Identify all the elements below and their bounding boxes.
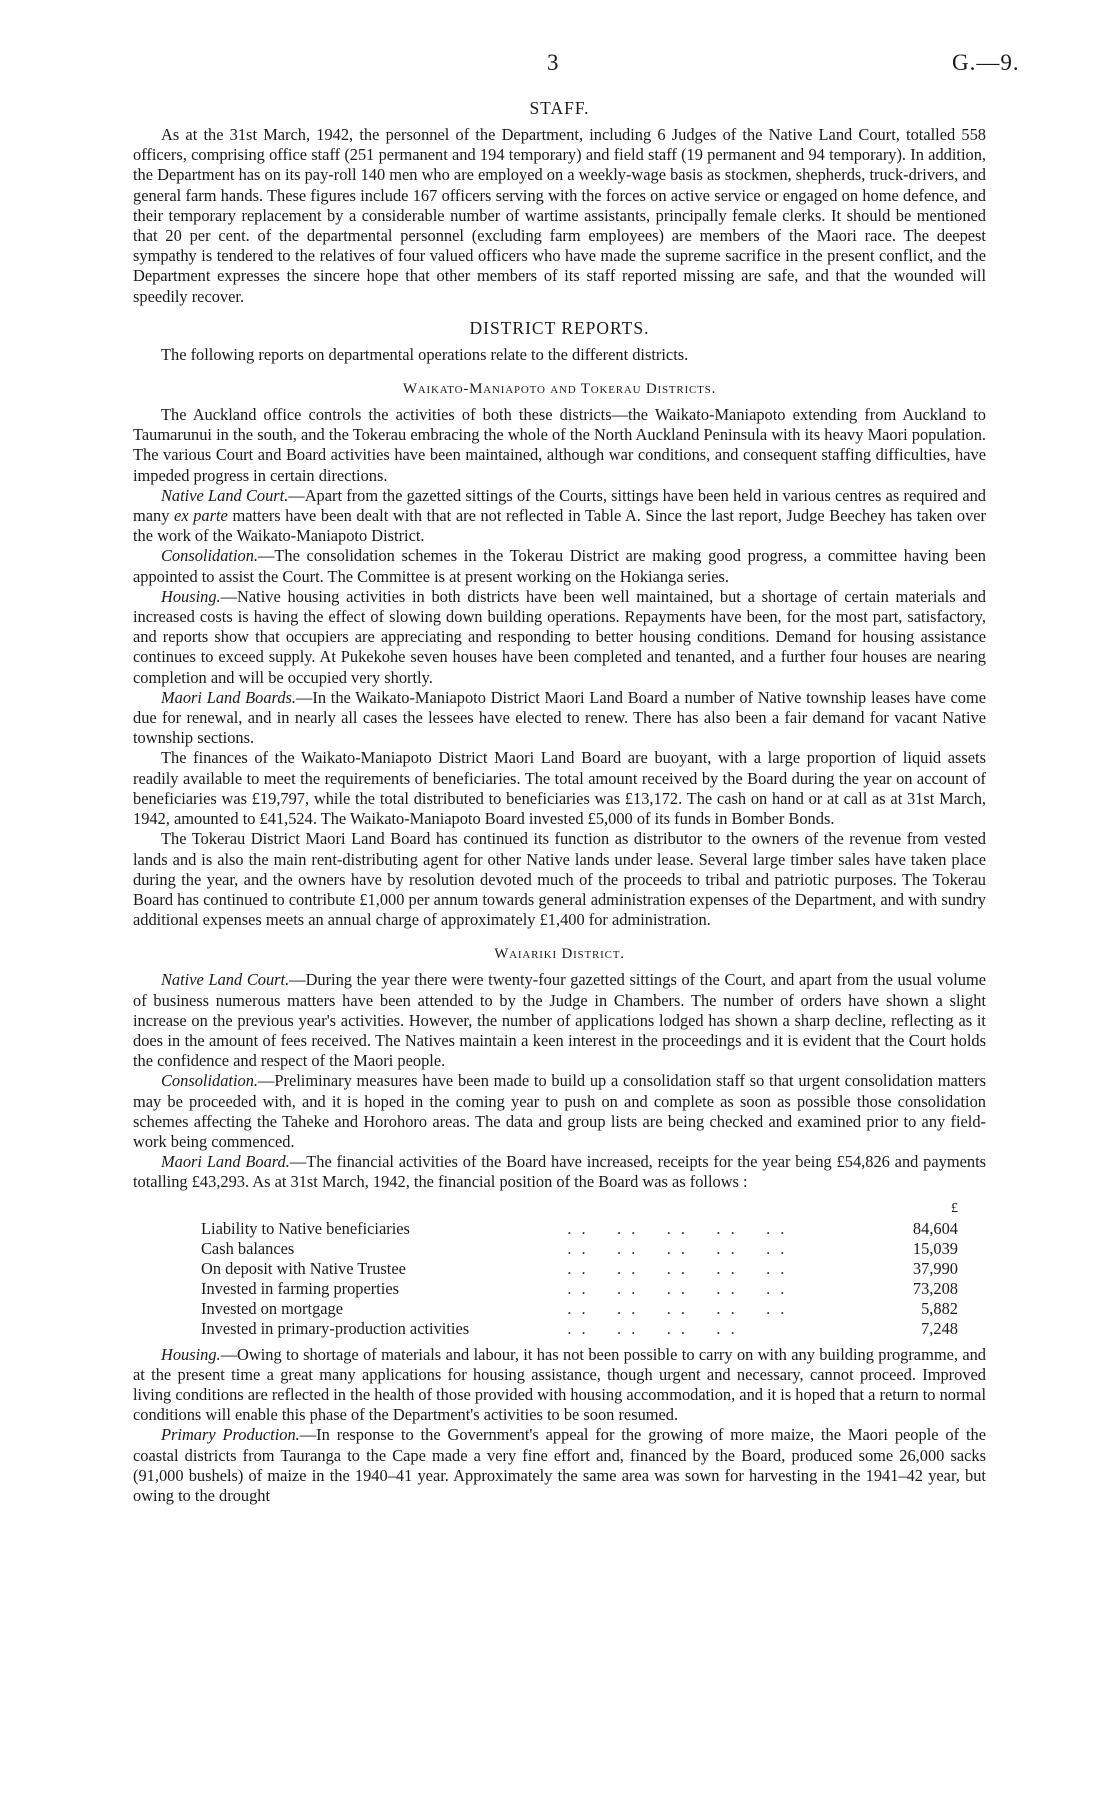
waikato-boards-label: Maori Land Boards. <box>161 687 296 707</box>
waiariki-court-label: Native Land Court. <box>161 970 290 990</box>
currency-symbol: £ <box>951 1200 958 1216</box>
ex-parte-term: ex parte <box>174 506 228 526</box>
dot-leader: . . . . . . . . . . <box>567 1298 788 1318</box>
waiariki-housing-label: Housing. <box>161 1344 221 1364</box>
table-row: Liability to Native beneficiaries . . . . . . . . . . 84,604 <box>201 1218 958 1238</box>
district-reports-intro: The following reports on departmental operations relate to the different districts. <box>161 344 689 364</box>
dot-leader: . . . . . . . . . . <box>567 1218 788 1238</box>
staff-paragraph: As at the 31st March, 1942, the personnel of the Department, including 6 Judges of the Native Land Court, totalled 558 officers, comprising office staff (251 permanent and 194 temporary) and field staff (19 permanent and 94 temporary). In addition, the Department has on its pay-roll 140 men who are employed on a weekly-wage basis as stockmen, shepherds, truck-drivers, and general farm hands. These figures include 167 officers serving with the forces on active service or engaged on home defence, and their temporary replacement by a considerable number of wartime assistants, principally female clerks. It should be mentioned that 20 per cent. of the departmental personnel (excluding farm employees) are members of the Maori race. The deepest sympathy is tendered to the relatives of four valued officers who have made the supreme sacrifice in the present conflict, and the Department expresses the sincere hope that other members of its staff reported missing are safe, and that the wounded will speedily recover. <box>133 125 986 306</box>
dot-leader: . . . . . . . . . . <box>567 1238 788 1258</box>
waiariki-court-paragraph: Native Land Court.—During the year there were twenty-four gazetted sittings of the Court, and apart from the usual volume of business numerous matters have been attended to by the Judge in Chambers. The number of orders have shown a slight increase on the previous year's activities. However, the number of applications lodged has shown a sharp decline, reflecting as it does in the amount of fees received. The Natives maintain a keen interest in the proceedings and it is evident that the Court holds the confidence and respect of the Maori people. <box>133 970 986 1071</box>
tokerau-board-paragraph: The Tokerau District Maori Land Board has continued its function as distributor to the owners of the revenue from vested lands and is also the main rent-distributing agent for other Native lands under lease. Several large timber sales have taken place during the year, and the owners have by resolution devoted much of the proceeds to tribal and patriotic purposes. The Tokerau Board has continued to contribute £1,000 per annum towards general administration expenses of the Department, and with sundry additional expenses meets an annual charge of approximately £1,400 for administration. <box>133 829 986 930</box>
waikato-consolidation-label: Consolidation. <box>161 546 258 566</box>
table-header-row <box>201 1199 958 1219</box>
dot-leader: . . . . . . . . . . <box>567 1278 788 1298</box>
waiariki-board-paragraph: Maori Land Board.—The financial activities of the Board have increased, receipts for the year being £54,826 and payments totalling £43,293. As at 31st March, 1942, the financial position of the Board was as follows : <box>133 1152 987 1192</box>
table-row: Invested in farming properties . . . . . . . . . . 73,208 <box>201 1278 958 1298</box>
waiariki-primary-label: Primary Production. <box>161 1425 300 1445</box>
page-body <box>133 97 986 1506</box>
waiariki-heading: Waiariki District. <box>494 946 625 963</box>
waiariki-primary-production-paragraph: Primary Production.—In response to the Government's appeal for the growing of more maize, the Maori people of the coastal districts from Tauranga to the Cape made a very fine effort and, financed by the Board, produced some 26,000 sacks (91,000 bushels) of maize in the 1940–41 year. Approximately the same area was sown for harvesting in the 1941–42 year, but owing to the drought <box>133 1425 986 1505</box>
document-reference: G.—9. <box>952 50 1020 75</box>
waiariki-board-label: Maori Land Board. <box>161 1152 290 1172</box>
waikato-consolidation-paragraph: Consolidation.—The consolidation schemes in the Tokerau District are making good progress, a committee having been appointed to assist the Court. The Committee is at present working on the Hokianga series. <box>133 546 986 586</box>
waikato-finances-paragraph: The finances of the Waikato-Maniapoto District Maori Land Board are buoyant, with a large proportion of liquid assets readily available to meet the requirements of beneficiaries. The total amount received by the Board during the year on account of beneficiaries was £19,797, while the total distributed to beneficiaries was £13,172. The cash on hand or at call as at 31st March, 1942, amounted to £41,524. The Waikato-Maniapoto Board invested £5,000 of its funds in Bomber Bonds. <box>133 748 986 829</box>
waiariki-consolidation-paragraph: Consolidation.—Preliminary measures have been made to build up a consolidation staff so that urgent consolidation matters may be proceeded with, and it is hoped in the coming year to push on and complete as soon as possible those consolidation schemes affecting the Taheke and Horohoro areas. The data and group lists are being checked and examined prior to any field-work being commenced. <box>133 1071 986 1151</box>
waiariki-consolidation-label: Consolidation. <box>161 1071 258 1091</box>
waikato-boards-paragraph: Maori Land Boards.—In the Waikato-Maniapoto District Maori Land Board a number of Native township leases have come due for renewal, and in nearly all cases the lessees have elected to renew. There has also been a fair demand for vacant Native township sections. <box>133 687 987 748</box>
waikato-court-label: Native Land Court. <box>161 485 289 505</box>
table-row: Invested in primary-production activities . . . . . . . . 7,248 <box>201 1318 958 1338</box>
table-row: On deposit with Native Trustee . . . . . . . . . . 37,990 <box>201 1258 958 1278</box>
waikato-heading: Waikato-Maniapoto and Tokerau Districts. <box>402 381 717 398</box>
waikato-housing-label: Housing. <box>161 586 221 606</box>
financial-position-table <box>201 1199 958 1339</box>
dot-leader: . . . . . . . . . . <box>567 1258 788 1278</box>
district-reports-heading: DISTRICT REPORTS. <box>469 317 650 338</box>
waikato-intro: The Auckland office controls the activities of both these districts—the Waikato-Maniapoto extending from Auckland to Taumarunui in the south, and the Tokerau embracing the whole of the North Auckland Peninsula with its heavy Maori population. The various Court and Board activities have been maintained, although war conditions, and consequent staffing difficulties, have impeded progress in certain directions. <box>133 405 986 485</box>
waikato-housing-paragraph: Housing.—Native housing activities in both districts have been well maintained, but a shortage of certain materials and increased costs is having the effect of slowing down building operations. Repayments have been, for the most part, satisfactory, and reports show that occupiers are appreciating and responding to better housing conditions. Demand for housing assistance continues to exceed supply. At Pukekohe seven houses have been completed and tenanted, and a further four houses are nearing completion and will be occupied very shortly. <box>133 586 986 687</box>
table-row: Cash balances . . . . . . . . . . 15,039 <box>201 1238 958 1258</box>
waikato-court-paragraph: Native Land Court.—Apart from the gazetted sittings of the Courts, sittings have been held in various centres as required and many ex parte matters have been dealt with that are not reflected in Table A. Since the last report, Judge Beechey has taken over the work of the Waikato-Maniapoto District. <box>133 485 987 546</box>
table-row: Invested on mortgage . . . . . . . . . . 5,882 <box>201 1298 958 1318</box>
waiariki-housing-paragraph: Housing.—Owing to shortage of materials and labour, it has not been possible to carry on with any building programme, and at the present time a great many applications for housing assistance, though urgent and necessary, cannot proceed. Improved living conditions are reflected in the health of those provided with housing accommodation, and it is hoped that a return to normal conditions will enable this phase of the Department's activities to be soon resumed. <box>133 1344 987 1425</box>
staff-heading: STAFF. <box>529 98 590 118</box>
dot-leader: . . . . . . . . <box>567 1318 738 1338</box>
page-number: 3 <box>547 50 559 75</box>
